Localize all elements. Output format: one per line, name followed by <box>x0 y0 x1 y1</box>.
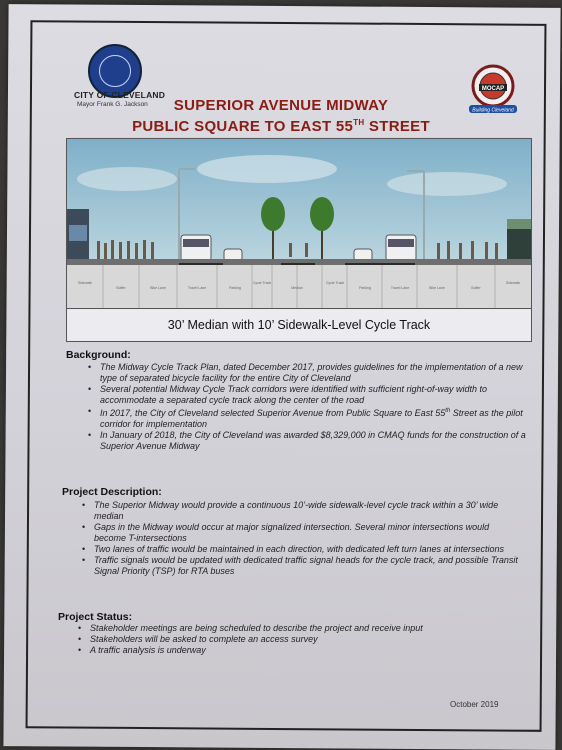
zone-label: Travel Lane <box>390 286 410 290</box>
project-description-list <box>80 500 520 577</box>
bus-left <box>181 235 211 261</box>
seal-emblem <box>99 55 131 87</box>
mocap-text: MOCAP <box>481 86 505 92</box>
zone-label: Bike Lane <box>150 286 166 290</box>
list-item: • Several potential Midway Cycle Track corridors were identified with sufficient right-of-way width to accommodate a separated cycle track along the center of the road <box>86 384 526 406</box>
street-cross-section-illustration <box>66 138 532 310</box>
zone-label: Median <box>291 286 303 290</box>
zone-label: Travel Lane <box>187 286 207 290</box>
tree-icon <box>310 197 334 231</box>
document-date: October 2019 <box>450 700 499 709</box>
list-item: • Two lanes of traffic would be maintained in each direction, with dedicated left turn lanes at intersections <box>80 544 520 555</box>
city-name: CITY OF CLEVELAND <box>74 90 166 100</box>
zone-label: Sidewalk <box>505 281 521 285</box>
project-status-heading: Project Status: <box>58 611 133 623</box>
project-description-heading: Project Description: <box>62 486 162 498</box>
bus-right <box>386 235 416 261</box>
project-status-list <box>76 623 516 656</box>
list-item: • Traffic signals would be updated with dedicated traffic signal heads for the cycle track, and possible Transit Signal Priority (TSP) for RTA buses <box>80 555 520 577</box>
mocap-tagline: Building Cleveland <box>472 107 514 114</box>
cross-section-caption: 30’ Median with 10’ Sidewalk-Level Cycle Track <box>167 318 431 332</box>
zone-label: Cycle Track <box>252 281 272 285</box>
zone-label: Sidewalk <box>77 281 93 285</box>
mayor-name: Mayor Frank G. Jackson <box>77 101 148 108</box>
list-item: • In January of 2018, the City of Cleveland was awarded $8,329,000 in CMAQ funds for the construction of a Superior Avenue Midway <box>86 430 526 452</box>
list-item: • The Midway Cycle Track Plan, dated December 2017, provides guidelines for the implementation of a new type of separated bicycle facility for the entire City of Cleveland <box>86 362 526 384</box>
zone-label: Buffer <box>471 286 481 290</box>
list-item: • Gaps in the Midway would occur at major signalized intersection. Several minor intersections would become T-intersections <box>80 522 520 544</box>
document-subtitle: PUBLIC SQUARE TO EAST 55TH STREET <box>132 118 430 135</box>
zone-label: Cycle Track <box>325 281 345 285</box>
zone-label: Parking <box>229 286 241 290</box>
zone-label: Bike Lane <box>429 286 445 290</box>
list-item: • Stakeholders will be asked to complete an access survey <box>76 634 516 645</box>
zone-label: Parking <box>359 286 371 290</box>
list-item: • In 2017, the City of Cleveland selected Superior Avenue from Public Square to East 55th Street as the pilot corridor for implementation <box>86 406 526 430</box>
zone-label: Buffer <box>116 286 126 290</box>
list-item: • The Superior Midway would provide a continuous 10’-wide sidewalk-level cycle track within a 30’ wide median <box>80 500 520 522</box>
cross-section-caption-box <box>66 308 532 342</box>
list-item: • Stakeholder meetings are being scheduled to describe the project and receive input <box>76 623 516 634</box>
list-item: • A traffic analysis is underway <box>76 645 516 656</box>
document-title: SUPERIOR AVENUE MIDWAY <box>173 97 389 114</box>
background-heading: Background: <box>66 349 131 361</box>
tree-icon <box>261 197 285 231</box>
background-list <box>86 362 526 452</box>
